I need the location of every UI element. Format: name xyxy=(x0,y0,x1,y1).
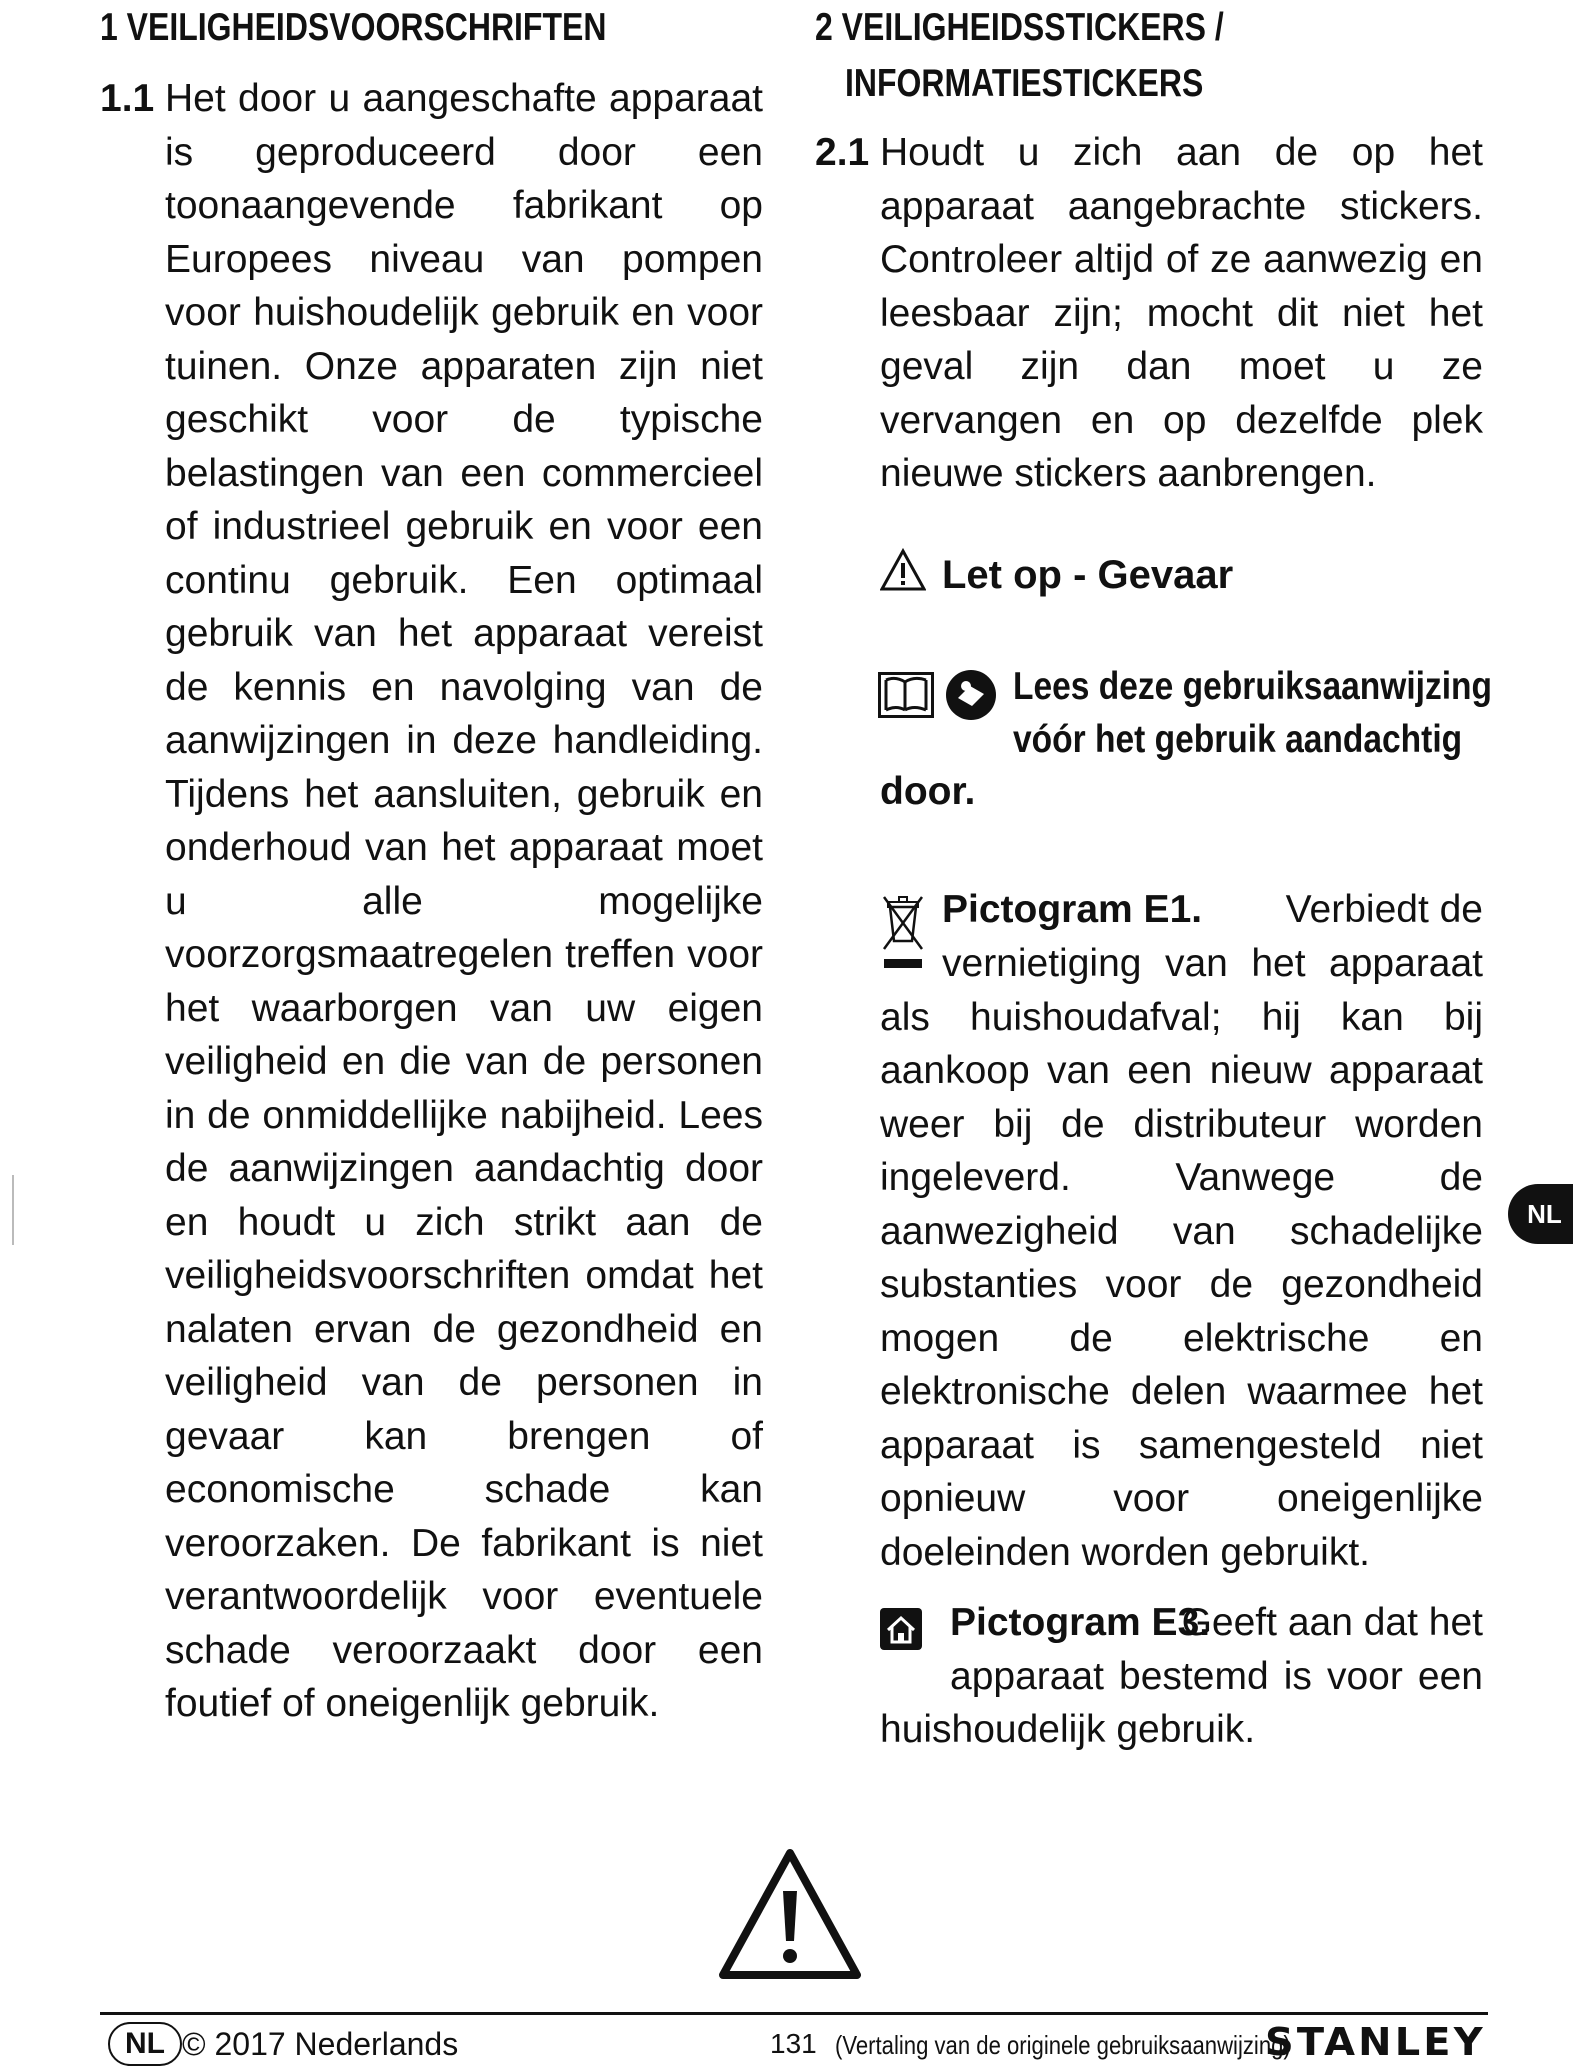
large-warning-triangle-icon xyxy=(717,1847,863,1981)
e3-title: Pictogram E3. xyxy=(950,1601,1211,1644)
e3-first-line xyxy=(950,1596,1483,1650)
warning-triangle-icon xyxy=(880,548,926,592)
e3-text-second: apparaat bestemd is voor een xyxy=(950,1655,1483,1698)
e1-paragraph xyxy=(880,937,1483,1579)
manual-notice-line1: Lees deze gebruiksaanwijzing xyxy=(1013,665,1493,708)
footer-divider xyxy=(100,2012,1488,2015)
section2-paragraph xyxy=(880,126,1483,501)
house-icon xyxy=(880,1608,922,1650)
e3-text-first: Geeft aan dat het xyxy=(1181,1601,1483,1644)
footer-page-number: 131 xyxy=(770,2028,817,2059)
manual-notice-line3: door. xyxy=(880,770,976,813)
section2-heading-line2: INFORMATIESTICKERS xyxy=(845,62,1204,105)
margin-mark xyxy=(12,1175,14,1245)
manual-book-icon xyxy=(878,672,934,718)
section1-heading: 1 VEILIGHEIDSVOORSCHRIFTEN xyxy=(100,6,607,49)
section2-item-number: 2.1 xyxy=(815,131,870,174)
section1-paragraph xyxy=(165,72,763,1731)
warning-label: Let op - Gevaar xyxy=(942,553,1234,597)
e1-first-line xyxy=(942,883,1483,937)
e3-text-rest: huishoudelijk gebruik. xyxy=(880,1708,1256,1751)
language-side-tab: NL xyxy=(1508,1184,1573,1244)
brand-logo: STANLEY xyxy=(1265,2020,1486,2064)
e1-title: Pictogram E1. xyxy=(942,888,1203,931)
section1-text: Het door u aangeschafte apparaat is geproduceerd door een toonaangevende fabrikant op Europees niveau van pompen voor huishoudelijk gebruik en voor tuinen. Onze apparaten zijn niet geschikt voor de typische belastingen van een commercieel of industrieel gebruik en voor een continu gebruik. Een optimaal gebruik van het apparaat vereist de kennis en navolging van de aanwijzingen in deze handleiding. Tijdens het aansluiten, gebruik en onderhoud van het apparaat moet u alle mogelijke voorzorgsmaatregelen treffen voor het waarborgen van uw eigen veiligheid en die van de personen in de onmiddellijke nabijheid. Lees de aanwijzingen aandachtig door en houdt u zich strikt aan de veiligheidsvoorschriften omdat het nalaten ervan de gezondheid en veiligheid van de personen in gevaar kan brengen of economische schade kan veroorzaken. De fabrikant is niet verantwoordelijk voor eventuele schade veroorzaakt door een foutief of oneigenlijk gebruik. xyxy=(165,77,763,1725)
footer-language-badge: NL xyxy=(108,2022,182,2066)
section2-heading-line1: 2 VEILIGHEIDSSTICKERS / xyxy=(815,6,1224,49)
section2-text: Houdt u zich aan de op het apparaat aangebrachte stickers. Controleer altijd of ze aanwezig en leesbaar zijn; mocht dit niet het geval zijn dan moet u ze vervangen en op dezelfde plek nieuwe stickers aanbrengen. xyxy=(880,131,1483,495)
e1-text-rest: vernietiging van het apparaat als huishoudafval; hij kan bij aankoop van een nieuw apparaat weer bij de distributeur worden ingeleverd. Vanwege de aanwezigheid van schadelijke substanties voor de gezondheid mogen de elektrische en elektronische delen waarmee het apparaat is samengesteld niet opnieuw voor oneigenlijke doeleinden worden gebruikt. xyxy=(880,942,1483,1574)
footer-copyright: © 2017 Nederlands xyxy=(182,2026,459,2062)
footer-note: (Vertaling van de originele gebruiksaanwijzing) xyxy=(835,2030,1291,2060)
e1-text-first: Verbiedt de xyxy=(1285,888,1483,931)
read-manual-icon xyxy=(944,668,998,722)
manual-notice-line2: vóór het gebruik aandachtig xyxy=(1013,718,1463,761)
section1-item-number: 1.1 xyxy=(100,77,155,120)
